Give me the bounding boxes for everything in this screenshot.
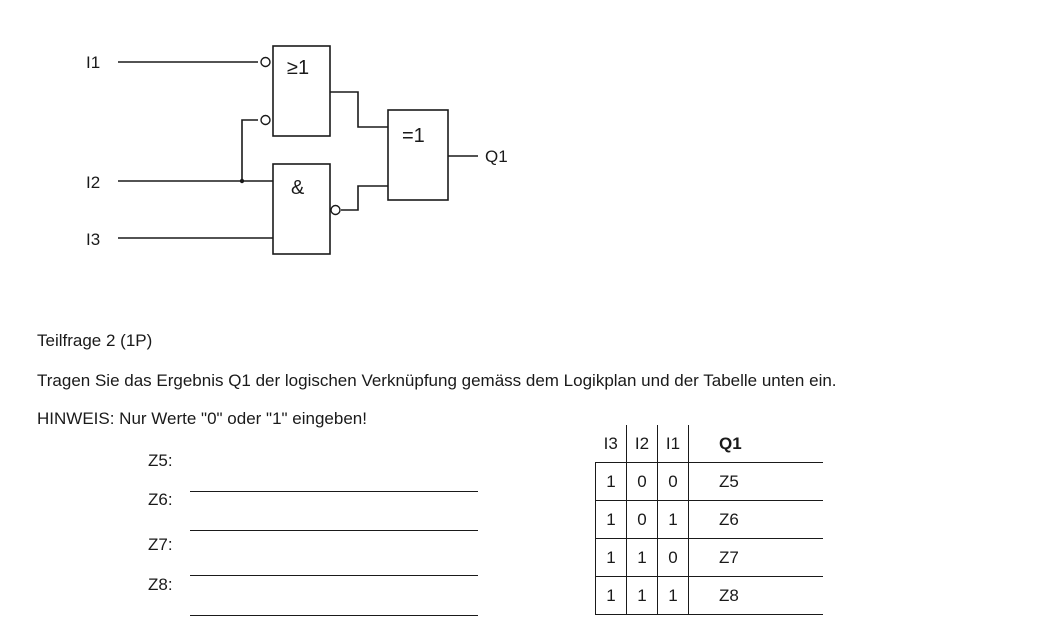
cell-q1: Z5	[689, 463, 824, 501]
inverter-bubble-or-i1	[261, 58, 270, 67]
cell-i2: 1	[627, 539, 658, 577]
cell-i1: 1	[658, 577, 689, 615]
answer-label-z8: Z8:	[148, 575, 173, 594]
answer-row-z8	[148, 575, 478, 605]
answer-label-z5: Z5:	[148, 451, 173, 470]
answer-input-z6[interactable]	[190, 508, 478, 531]
or-gate-symbol: ≥1	[287, 57, 310, 79]
table-row	[596, 501, 824, 539]
truth-table-header	[596, 425, 824, 463]
cell-i3: 1	[596, 501, 627, 539]
table-row	[596, 463, 824, 501]
cell-i2: 0	[627, 463, 658, 501]
cell-i2: 1	[627, 577, 658, 615]
cell-i3: 1	[596, 577, 627, 615]
header-i3: I3	[603, 433, 618, 453]
input-label-i3: I3	[86, 230, 101, 249]
header-q1: Q1	[689, 425, 824, 463]
cell-q1: Z8	[689, 577, 824, 615]
cell-i2: 0	[627, 501, 658, 539]
answer-input-z8[interactable]	[190, 593, 478, 616]
header-i2: I2	[627, 425, 658, 463]
and-gate-symbol: &	[291, 177, 305, 199]
logic-diagram	[0, 0, 1059, 300]
answer-label-z7: Z7:	[148, 535, 173, 554]
question-hint: HINWEIS: Nur Werte "0" oder "1" eingeben!	[37, 409, 367, 428]
cell-q1: Z6	[689, 501, 824, 539]
input-label-i1: I1	[86, 53, 101, 72]
table-row	[596, 539, 824, 577]
inverter-bubble-and-out	[331, 206, 340, 215]
answer-input-z5[interactable]	[190, 469, 478, 492]
answer-row-z6	[148, 490, 478, 520]
inverter-bubble-or-i2	[261, 116, 270, 125]
answer-label-z6: Z6:	[148, 490, 173, 509]
answer-row-z7	[148, 535, 478, 565]
cell-i1: 0	[658, 539, 689, 577]
question-instruction: Tragen Sie das Ergebnis Q1 der logischen Verknüpfung gemäss dem Logikplan und der Tabelle unten ein.	[37, 371, 837, 390]
header-i1: I1	[658, 425, 689, 463]
answer-row-z5	[148, 451, 478, 481]
xor-gate	[388, 110, 448, 200]
table-row	[596, 577, 824, 615]
cell-i1: 0	[658, 463, 689, 501]
input-label-i2: I2	[86, 173, 101, 192]
cell-q1: Z7	[689, 539, 824, 577]
cell-i3: 1	[596, 539, 627, 577]
answer-input-z7[interactable]	[190, 553, 478, 576]
cell-i3: 1	[596, 463, 627, 501]
xor-gate-symbol: =1	[402, 125, 425, 147]
truth-table	[595, 425, 823, 615]
cell-i1: 1	[658, 501, 689, 539]
output-label-q1: Q1	[485, 147, 508, 166]
question-title: Teilfrage 2 (1P)	[37, 331, 153, 350]
